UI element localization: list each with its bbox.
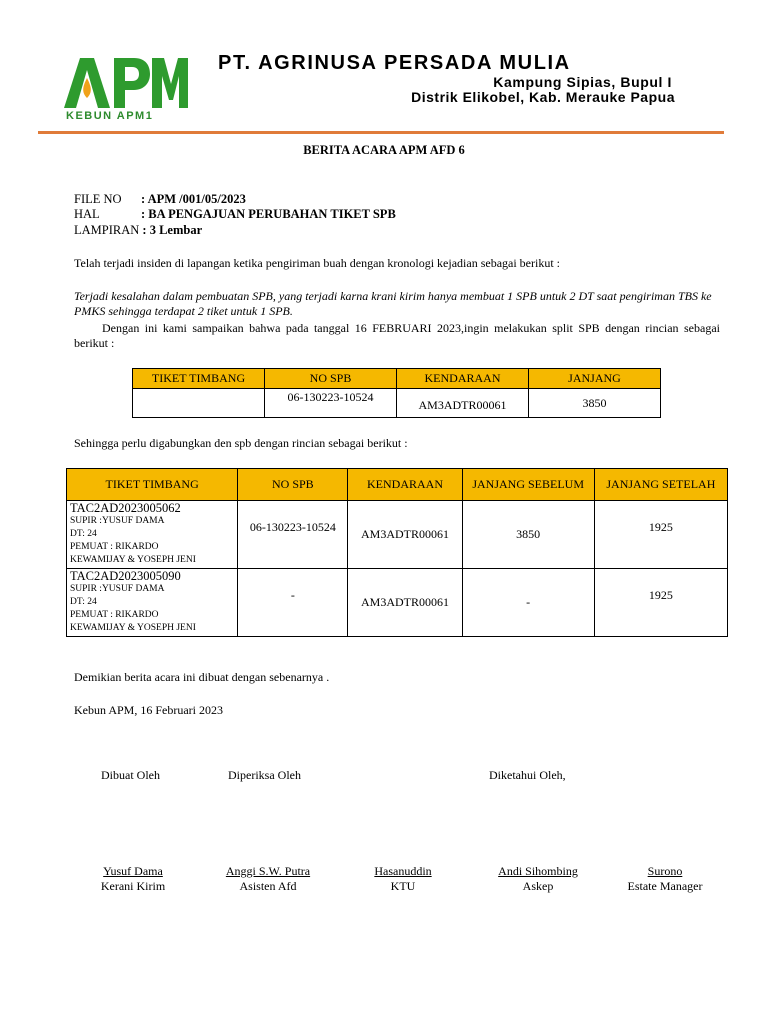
t1-header-janjang: JANJANG xyxy=(529,369,661,389)
spb-number: 06-130223-10524 xyxy=(238,501,348,569)
signatory-position: Askep xyxy=(522,879,554,893)
signatory-name: Surono xyxy=(647,864,683,878)
vehicle: AM3ADTR00061 xyxy=(348,569,462,637)
t2-header-sebelum: JANJANG SEBELUM xyxy=(462,469,594,501)
signatory-position: Estate Manager xyxy=(627,879,703,893)
role-diketahui: Diketahui Oleh, xyxy=(489,768,566,782)
request-text: Dengan ini kami sampaikan bahwa pada tanggal 16 FEBRUARI 2023,ingin melakukan split SPB dengan rincian sebagai berikut : xyxy=(74,321,720,350)
lampiran-value: : 3 Lembar xyxy=(142,223,203,237)
dt: DT: 24 xyxy=(70,529,97,539)
chronology-text: Terjadi kesalahan dalam pembuatan SPB, yang terjadi karna krani kirim hanya membuat 1 SPB untuk 2 DT saat pengiriman TBS ke PMKS sehingga terdapat 2 tiket untuk 1 SPB. xyxy=(74,289,712,318)
driver: SUPIR :YUSUF DAMA xyxy=(70,516,165,526)
vehicle: AM3ADTR00061 xyxy=(348,501,462,569)
loader-line-1: PEMUAT : RIKARDO xyxy=(70,542,159,552)
logo-subtitle: KEBUN APM1 xyxy=(66,110,154,122)
signatory-name: Yusuf Dama xyxy=(103,864,163,878)
janjang-after: 1925 xyxy=(594,501,727,569)
company-address-line-2: Distrik Elikobel, Kab. Merauke Papua xyxy=(411,89,675,105)
hal-value: : BA PENGAJUAN PERUBAHAN TIKET SPB xyxy=(141,207,396,221)
signatory-4 xyxy=(478,864,598,894)
t1-cell-tiket xyxy=(133,389,265,418)
t1-header-spb: NO SPB xyxy=(265,369,397,389)
t2-header-tiket: TIKET TIMBANG xyxy=(67,469,238,501)
t1-cell-janjang: 3850 xyxy=(529,389,661,418)
role-dibuat: Dibuat Oleh xyxy=(101,768,160,782)
t2-header-kendaraan: KENDARAAN xyxy=(348,469,462,501)
janjang-after: 1925 xyxy=(594,569,727,637)
dt: DT: 24 xyxy=(70,597,97,607)
intro-text: Telah terjadi insiden di lapangan ketika pengiriman buah dengan kronologi kejadian sebagai berikut : xyxy=(74,256,561,270)
lampiran-label: LAMPIRAN xyxy=(74,223,140,237)
signatory-name: Andi Sihombing xyxy=(498,864,578,878)
combine-text: Sehingga perlu digabungkan den spb dengan rincian sebagai berikut : xyxy=(74,436,408,450)
company-address-line-1: Kampung Sipias, Bupul I xyxy=(493,74,672,90)
place-date: Kebun APM, 16 Februari 2023 xyxy=(74,703,223,717)
janjang-before: - xyxy=(462,569,594,637)
document-title: BERITA ACARA APM AFD 6 xyxy=(303,143,465,157)
signatory-2 xyxy=(213,864,323,894)
split-table xyxy=(132,368,661,418)
t1-cell-kendaraan: AM3ADTR00061 xyxy=(397,389,529,418)
t2-header-spb: NO SPB xyxy=(238,469,348,501)
spb-number: - xyxy=(238,569,348,637)
file-no-label: FILE NO xyxy=(74,192,122,206)
signatory-name: Hasanuddin xyxy=(374,864,432,878)
loader-line-1: PEMUAT : RIKARDO xyxy=(70,610,159,620)
loader-line-2: KEWAMIJAY & YOSEPH JENI xyxy=(70,623,196,633)
signatory-5 xyxy=(610,864,720,894)
signatory-position: Asisten Afd xyxy=(239,879,297,893)
loader-line-2: KEWAMIJAY & YOSEPH JENI xyxy=(70,555,196,565)
company-name: PT. AGRINUSA PERSADA MULIA xyxy=(218,52,571,74)
table-row xyxy=(67,501,728,569)
signatory-name: Anggi S.W. Putra xyxy=(225,864,311,878)
t1-header-kendaraan: KENDARAAN xyxy=(397,369,529,389)
file-no-value: : APM /001/05/2023 xyxy=(141,192,246,206)
closing-text: Demikian berita acara ini dibuat dengan sebenarnya . xyxy=(74,670,330,684)
signatory-3 xyxy=(353,864,453,894)
combine-table xyxy=(66,468,728,637)
table-row xyxy=(67,569,728,637)
hal-label: HAL xyxy=(74,207,100,221)
role-diperiksa: Diperiksa Oleh xyxy=(228,768,301,782)
header-divider xyxy=(38,131,724,134)
signatory-position: KTU xyxy=(390,879,416,893)
janjang-before: 3850 xyxy=(462,501,594,569)
t2-header-setelah: JANJANG SETELAH xyxy=(594,469,727,501)
signatory-position: Kerani Kirim xyxy=(100,879,166,893)
t1-header-tiket: TIKET TIMBANG xyxy=(133,369,265,389)
ticket-number: TAC2AD2023005090 xyxy=(70,569,181,583)
driver: SUPIR :YUSUF DAMA xyxy=(70,584,165,594)
t1-cell-spb: 06-130223-10524 xyxy=(265,389,397,418)
ticket-number: TAC2AD2023005062 xyxy=(70,501,181,515)
signatory-1 xyxy=(83,864,183,894)
